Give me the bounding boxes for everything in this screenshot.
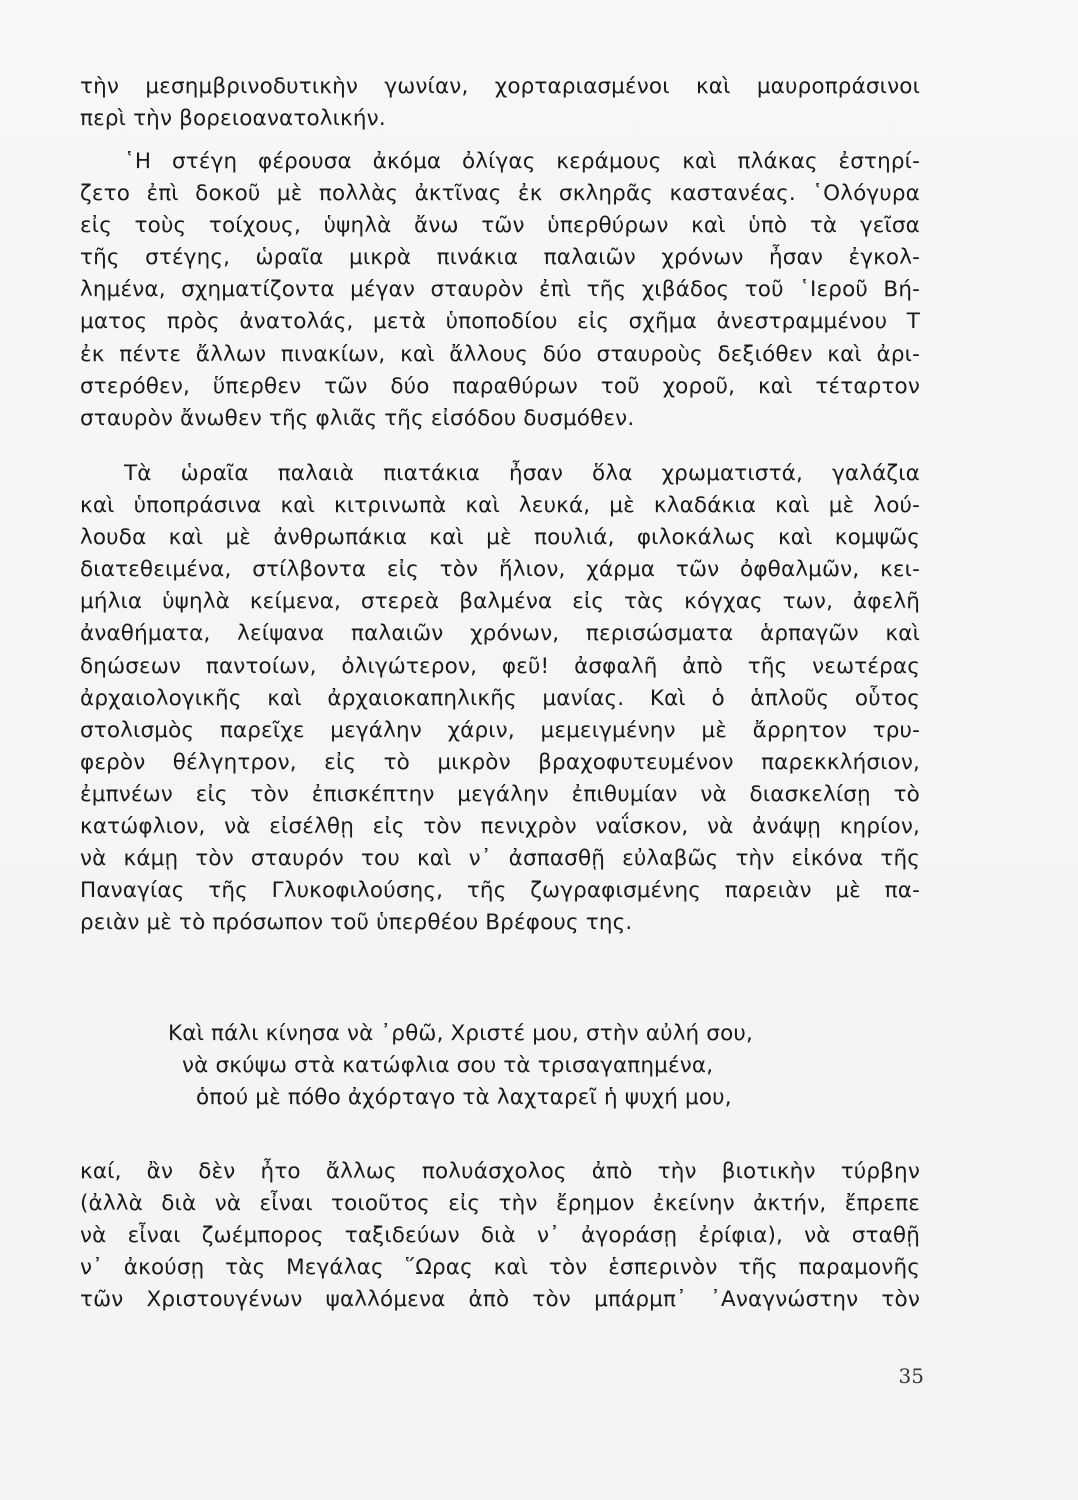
paragraph-3 bbox=[80, 458, 920, 939]
text-line: σταυρὸν ἄνωθεν τῆς φλιᾶς τῆς εἰσόδου δυσμόθεν. bbox=[80, 405, 635, 431]
text-line: μήλια ὑψηλὰ κείμενα, στερεὰ βαλμένα εἰς τὰς κόγχας των, ἀφελῆ bbox=[80, 589, 920, 615]
poem-quote bbox=[168, 1018, 888, 1114]
text-line: ἐκ πέντε ἄλλων πινακίων, καὶ ἄλλους δύο σταυροὺς δεξιόθεν καὶ ἀρι- bbox=[80, 341, 920, 367]
text-line: ζετο ἐπὶ δοκοῦ μὲ πολλὰς ἀκτῖνας ἐκ σκληρᾶς καστανέας. ῾Ολόγυρα bbox=[80, 181, 920, 207]
text-line: καί, ἂν δὲν ἦτο ἄλλως πολυάσχολος ἀπὸ τὴν βιοτικὴν τύρβην bbox=[80, 1159, 920, 1184]
text-line: λουδα καὶ μὲ ἀνθρωπάκια καὶ μὲ πουλιά, φιλοκάλως καὶ κομψῶς bbox=[80, 525, 920, 551]
text-line: φερὸν θέλγητρον, εἰς τὸ μικρὸν βραχοφυτευμένον παρεκκλήσιον, bbox=[80, 749, 920, 775]
paragraph-2 bbox=[80, 146, 920, 435]
paragraph-1 bbox=[80, 71, 920, 135]
text-line: διατεθειμένα, στίλβοντα εἰς τὸν ἥλιον, χάρμα τῶν ὀφθαλμῶν, κει- bbox=[80, 557, 920, 583]
paragraph-4 bbox=[80, 1156, 920, 1316]
text-line: ἀρχαιολογικῆς καὶ ἀρχαιοκαπηλικῆς μανίας. Καὶ ὁ ἁπλοῦς οὗτος bbox=[80, 685, 920, 711]
poem-line: ὁπού μὲ πόθο ἀχόρταγο τὰ λαχταρεῖ ἡ ψυχή μου, bbox=[196, 1085, 732, 1111]
poem-line: νὰ σκύψω στὰ κατώφλια σου τὰ τρισαγαπημένα, bbox=[182, 1053, 714, 1079]
text-line: (ἀλλὰ διὰ νὰ εἶναι τοιοῦτος εἰς τὴν ἔρημον ἐκείνην ἀκτήν, ἔπρεπε bbox=[80, 1191, 920, 1217]
text-line: νὰ εἶναι ζωέμπορος ταξιδεύων διὰ ν᾽ ἀγοράσῃ ἐρίφια), νὰ σταθῇ bbox=[80, 1223, 920, 1249]
text-line: νὰ κάμῃ τὸν σταυρόν του καὶ ν᾽ ἀσπασθῇ εὐλαβῶς τὴν εἰκόνα τῆς bbox=[80, 846, 920, 872]
text-line: λημένα, σχηματίζοντα μέγαν σταυρὸν ἐπὶ τῆς χιβάδος τοῦ ῾Ιεροῦ Βή- bbox=[80, 277, 920, 303]
text-line: Τὰ ὡραῖα παλαιὰ πιατάκια ἦσαν ὅλα χρωματιστά, γαλάζια bbox=[124, 461, 920, 486]
text-line: ῾Η στέγη φέρουσα ἀκόμα ὀλίγας κεράμους καὶ πλάκας ἐστηρί- bbox=[124, 149, 920, 174]
text-line: ν᾽ ἀκούσῃ τὰς Μεγάλας ῞Ωρας καὶ τὸν ἑσπερινὸν τῆς παραμονῆς bbox=[80, 1255, 920, 1281]
text-line: στερόθεν, ὕπερθεν τῶν δύο παραθύρων τοῦ χοροῦ, καὶ τέταρτον bbox=[80, 373, 920, 399]
text-line: καὶ ὑποπράσινα καὶ κιτρινωπὰ καὶ λευκά, μὲ κλαδάκια καὶ μὲ λού- bbox=[80, 493, 920, 519]
text-line: ἀναθήματα, λείψανα παλαιῶν χρόνων, περισώσματα ἁρπαγῶν καὶ bbox=[80, 621, 920, 647]
text-line: ματος πρὸς ἀνατολάς, μετὰ ὑποποδίου εἰς σχῆμα ἀνεστραμμένου Τ bbox=[80, 309, 920, 335]
text-line: στολισμὸς παρεῖχε μεγάλην χάριν, μεμειγμένην μὲ ἄρρητον τρυ- bbox=[80, 717, 920, 743]
text-line: Παναγίας τῆς Γλυκοφιλούσης, τῆς ζωγραφισμένης παρειὰν μὲ πα- bbox=[80, 878, 920, 904]
text-line: ρειὰν μὲ τὸ πρόσωπον τοῦ ὑπερθέου Βρέφους της. bbox=[80, 910, 633, 936]
text-line: τὴν μεσημβρινοδυτικὴν γωνίαν, χορταριασμένοι καὶ μαυροπράσινοι bbox=[80, 74, 920, 99]
text-line: τῆς στέγης, ὡραῖα μικρὰ πινάκια παλαιῶν χρόνων ἦσαν ἐγκολ- bbox=[80, 245, 920, 271]
text-line: δηώσεων παντοίων, ὀλιγώτερον, φεῦ! ἀσφαλῆ ἀπὸ τῆς νεωτέρας bbox=[80, 653, 920, 679]
text-line: περὶ τὴν βορειοανατολικήν. bbox=[80, 106, 386, 132]
text-line: τῶν Χριστουγένων ψαλλόμενα ἀπὸ τὸν μπάρμπ᾽ ᾽Αναγνώστην τὸν bbox=[80, 1287, 920, 1313]
page-number: 35 bbox=[898, 1364, 924, 1388]
text-line: κατώφλιον, νὰ εἰσέλθῃ εἰς τὸν πενιχρὸν ναΐσκον, νὰ ἀνάψῃ κηρίον, bbox=[80, 814, 920, 840]
text-line: εἰς τοὺς τοίχους, ὑψηλὰ ἄνω τῶν ὑπερθύρων καὶ ὑπὸ τὰ γεῖσα bbox=[80, 213, 920, 239]
text-line: ἐμπνέων εἰς τὸν ἐπισκέπτην μεγάλην ἐπιθυμίαν νὰ διασκελίσῃ τὸ bbox=[80, 781, 920, 807]
poem-line: Καὶ πάλι κίνησα νὰ ᾽ρθῶ, Χριστέ μου, στὴν αὐλή σου, bbox=[168, 1021, 753, 1046]
